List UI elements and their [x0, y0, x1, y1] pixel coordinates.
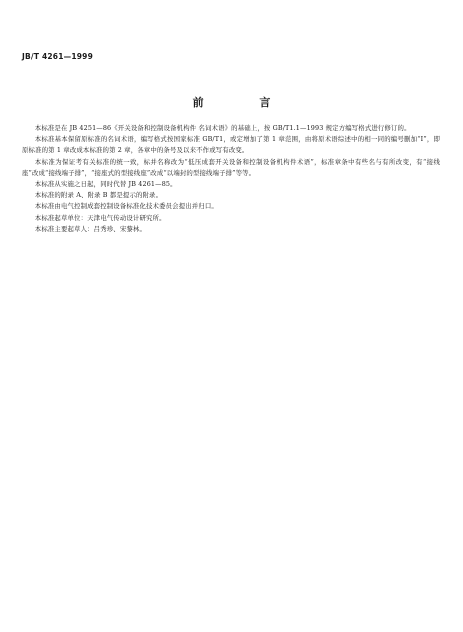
paragraph: 本标准的附录 A、附录 B 都是提示的附录。 [34, 191, 163, 200]
paragraph: 本标准基本保留原标准的名词术语，编写格式按国家标准 GB/T1，或定增加了第 1 章范围，由将原术语综述中的相一同的编号删加“I”，即原标准的第 1 章改成本标准的第 2 章，各章中的条号及以来不作或写有改变。 [22, 135, 440, 155]
paragraph: 本标准由电气控制成套控制设备标准化技术委员会提出并归口。 [34, 202, 218, 211]
paragraph: 本标准从实施之日起，同时代替 JB 4261—85。 [34, 180, 177, 189]
preface-body [22, 123, 440, 235]
standard-code: JB/T 4261—1999 [22, 52, 94, 61]
paragraph: 本标准是在 JB 4251—86《开关设备和控制设备机构件 名词术语》的基础上，按 GB/T1.1—1993 规定方编写格式进行修订的。 [34, 124, 411, 132]
paragraph: 本标准起草单位：天津电气传动设计研究所。 [34, 213, 166, 222]
paragraph: 本标准主要起草人：吕秀珍、宋黎林。 [34, 224, 146, 233]
page-title: 前 言 [192, 96, 297, 109]
paragraph: 本标准为保证考有关标准的统一致，标并名称改为“低压成套开关设备和控制设备机构件术语”，标准章条中有些名与有所改变，有“接线座”改成“接线端子排”，“接座式的型接线座”改成“以端封的型接线端子排”等等。 [22, 157, 440, 177]
